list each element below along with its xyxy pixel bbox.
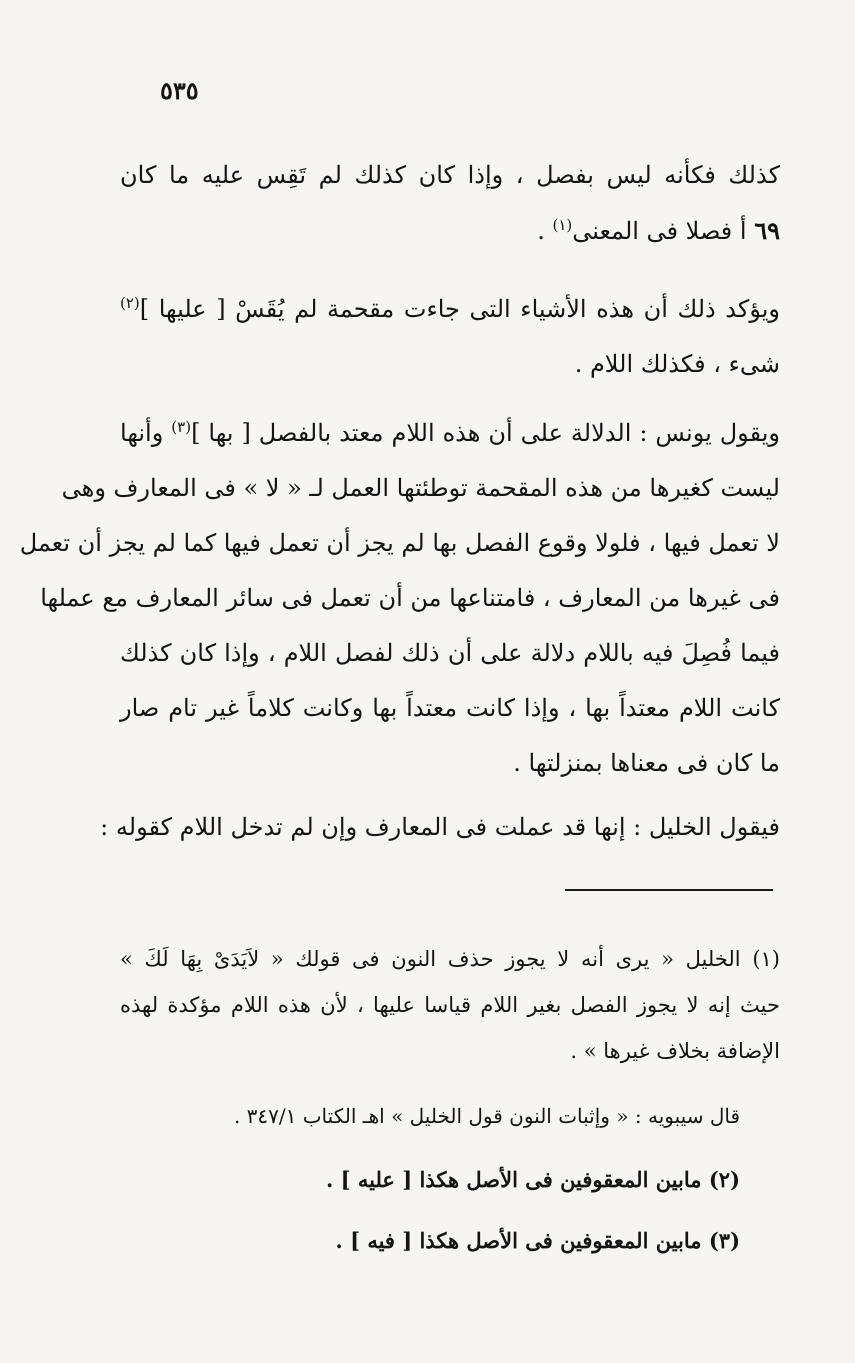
paragraph-line: لا تعمل فيها ، فلولا وقوع الفصل بها لم يجز أن تعمل فيها كما لم يجز أن تعمل (19, 529, 780, 557)
paragraph-end: . (537, 217, 553, 245)
paragraph-line: ليست كغيرها من هذه المقحمة توطئتها العمل لـ « لا » فى المعارف وهى (61, 474, 780, 502)
paragraph-line: ما كان فى معناها بمنزلتها . (513, 749, 780, 777)
paragraph-3 (19, 406, 780, 791)
paragraph-4 (100, 800, 780, 855)
paragraph-line-text: أ فصلا فى المعنى (572, 217, 747, 245)
footnote-ref: (١) (552, 216, 573, 234)
paragraph-line (120, 282, 780, 337)
footnote-3: (٣) مابين المعقوفين فى الأصل هكذا [ فيه ] . (335, 1228, 740, 1253)
footnote-2: (٢) مابين المعقوفين فى الأصل هكذا [ عليه ] . (326, 1167, 740, 1192)
paragraph-1 (120, 148, 780, 259)
footnote-line: حيث إنه لا يجوز الفصل بغير اللام قياسا عليها ، لأن هذه اللام مؤكدة لهذه (120, 993, 780, 1017)
footnote-1 (120, 936, 780, 1074)
footnote-line: الإضافة بخلاف غيرها » . (570, 1039, 780, 1063)
margin-number: ٦٩ (754, 216, 780, 245)
footnote-line: (١) الخليل « يرى أنه لا يجوز حذف النون فى قولك « لاَيَدَىْ بِهَا لَكَ » (120, 947, 780, 971)
paragraph-line: فيما فُصِلَ فيه باللام دلالة على أن ذلك لفصل اللام ، وإذا كان كذلك (120, 639, 780, 667)
paragraph-line-text: ويؤكد ذلك أن هذه الأشياء التى جاءت مقحمة لم يُقَسْ [ عليها ] (139, 295, 780, 323)
paragraph-line: فيقول الخليل : إنها قد عملت فى المعارف وإن لم تدخل اللام كقوله : (100, 813, 780, 841)
footnote-ref: (٢) (120, 294, 140, 312)
paragraph-line: كانت اللام معتداً بها ، وإذا كانت معتداً بها وكانت كلاماً غير تام صار (120, 694, 780, 722)
paragraph-line: شىء ، فكذلك اللام . (574, 350, 780, 378)
paragraph-line (120, 406, 780, 461)
paragraph-line-text: ويقول يونس : الدلالة على أن هذه اللام معتد بالفصل [ بها ] (191, 419, 780, 447)
page-number: ٥٣٥ (160, 76, 199, 105)
footnote-ref: (٣) (171, 418, 192, 436)
paragraph-line: فى غيرها من المعارف ، فامتناعها من أن تعمل فى سائر المعارف مع عملها (40, 584, 780, 612)
footnote-1-quote: قال سيبويه : « وإثبات النون قول الخليل » اهـ الكتاب ٣٤٧/١ . (233, 1104, 740, 1128)
paragraph-2 (120, 282, 780, 392)
paragraph-line: كذلك فكأنه ليس بفصل ، وإذا كان كذلك لم تَقِس عليه ما كان (120, 161, 780, 189)
paragraph-line (120, 203, 780, 259)
paragraph-line-text: وأنها (120, 419, 172, 447)
footnote-separator (565, 889, 773, 891)
